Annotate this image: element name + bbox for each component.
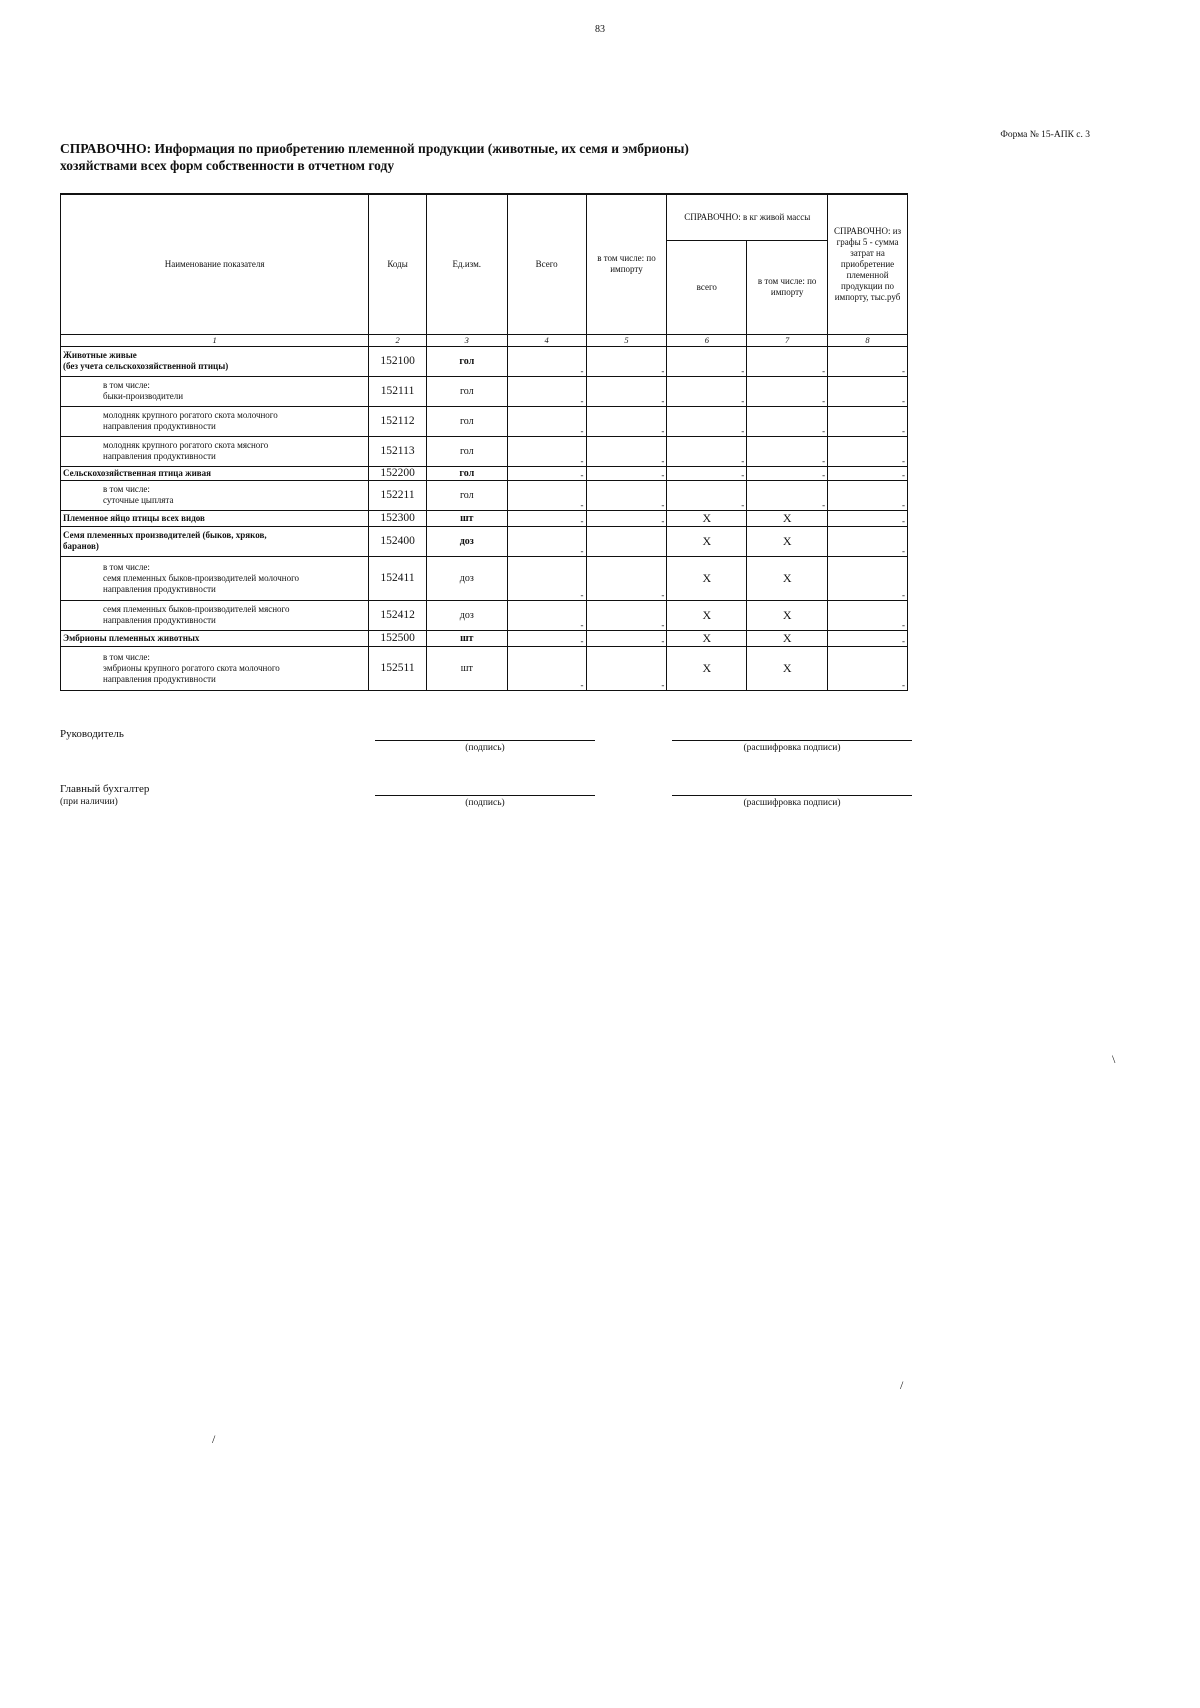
row-name <box>61 600 369 630</box>
cell-dash: - <box>741 499 745 510</box>
row-name <box>61 466 369 480</box>
row-code: 152100 <box>369 346 427 376</box>
cell-not-applicable: X <box>667 556 747 600</box>
cell-not-applicable: X <box>667 510 747 526</box>
header-import: в том числе: по импорту <box>586 194 667 334</box>
cell-value <box>507 510 586 526</box>
cell-value <box>828 346 908 376</box>
cell-value <box>586 406 667 436</box>
cell-dash: - <box>580 545 584 556</box>
row-unit: гол <box>426 406 507 436</box>
cell-dash: - <box>580 365 584 376</box>
row-code: 152111 <box>369 376 427 406</box>
cell-dash: - <box>661 589 665 600</box>
table-body <box>61 346 908 690</box>
cell-dash: - <box>902 455 905 466</box>
table-row <box>61 436 908 466</box>
cell-dash: - <box>902 545 905 556</box>
row-code: 152200 <box>369 466 427 480</box>
row-name-line: молодняк крупного рогатого скота молочного <box>103 410 278 420</box>
scan-mark: / <box>212 1432 216 1446</box>
cell-value <box>828 630 908 646</box>
cell-value <box>667 346 747 376</box>
cell-not-applicable: X <box>667 600 747 630</box>
row-name <box>61 630 369 646</box>
row-name-line: (без учета сельскохозяйственной птицы) <box>63 361 229 371</box>
cell-value <box>507 376 586 406</box>
cell-dash: - <box>741 425 745 436</box>
cell-value <box>507 630 586 646</box>
row-unit: гол <box>426 346 507 376</box>
table-row <box>61 376 908 406</box>
table-row <box>61 526 908 556</box>
cell-value <box>586 346 667 376</box>
cell-value <box>586 466 667 480</box>
cell-dash: - <box>902 425 905 436</box>
cell-value <box>828 526 908 556</box>
cell-dash: - <box>661 365 665 376</box>
cell-value <box>828 600 908 630</box>
cell-value <box>507 436 586 466</box>
row-name <box>61 556 369 600</box>
cell-dash: - <box>902 469 905 480</box>
row-code: 152400 <box>369 526 427 556</box>
cell-value <box>828 466 908 480</box>
scan-mark: \ <box>1112 1052 1116 1066</box>
header-import-cost: СПРАВОЧНО: из графы 5 - сумма затрат на приобретение племенной продукции по импорту, тыс.руб <box>828 194 908 334</box>
row-name-line: Семя племенных производителей (быков, хряков, <box>63 530 267 540</box>
head-decode-caption: (расшифровка подписи) <box>743 743 841 753</box>
cell-dash: - <box>661 469 665 480</box>
cell-dash: - <box>822 365 826 376</box>
cell-dash: - <box>580 515 584 526</box>
cell-dash: - <box>661 395 665 406</box>
cell-not-applicable: X <box>747 600 828 630</box>
cell-dash: - <box>902 679 905 690</box>
accountant-decode-line <box>672 795 912 796</box>
row-name-line: направления продуктивности <box>103 673 216 684</box>
column-number: 4 <box>507 334 586 346</box>
cell-value <box>828 376 908 406</box>
cell-not-applicable: X <box>747 630 828 646</box>
row-name-line: направления продуктивности <box>103 615 216 625</box>
cell-value <box>828 480 908 510</box>
row-name <box>61 346 369 376</box>
row-unit: доз <box>426 556 507 600</box>
form-reference: Форма № 15-АПК с. 3 <box>1000 130 1090 140</box>
row-unit: шт <box>426 510 507 526</box>
row-unit: доз <box>426 600 507 630</box>
cell-value <box>828 556 908 600</box>
row-name-line: в том числе: <box>103 380 150 390</box>
cell-not-applicable: X <box>747 556 828 600</box>
title-line-2: хозяйствами всех форм собственности в отчетном году <box>60 158 395 173</box>
cell-value <box>747 480 828 510</box>
header-unit: Ед.изм. <box>426 194 507 334</box>
row-name-line: направления продуктивности <box>103 583 216 594</box>
row-code: 152500 <box>369 630 427 646</box>
cell-value <box>507 646 586 690</box>
cell-value <box>586 646 667 690</box>
row-name-line: быки-производители <box>103 391 184 401</box>
table-row <box>61 480 908 510</box>
cell-value <box>586 480 667 510</box>
row-name-line: Животные живые <box>63 350 137 360</box>
cell-value <box>667 436 747 466</box>
row-code: 152112 <box>369 406 427 436</box>
cell-value <box>586 436 667 466</box>
header-live-weight-total: всего <box>667 240 747 334</box>
table-row <box>61 646 908 690</box>
row-code: 152300 <box>369 510 427 526</box>
title-line-1: СПРАВОЧНО: Информация по приобретению племенной продукции (животные, их семя и эмбрионы) <box>60 141 689 156</box>
accountant-signature-caption: (подпись) <box>465 798 505 808</box>
row-name-line: в том числе: <box>103 651 150 662</box>
cell-dash: - <box>822 499 826 510</box>
row-name <box>61 376 369 406</box>
cell-dash: - <box>741 395 745 406</box>
table-row <box>61 510 908 526</box>
column-number-row <box>61 334 908 346</box>
row-code: 152411 <box>369 556 427 600</box>
cell-dash: - <box>661 679 665 690</box>
cell-dash: - <box>661 455 665 466</box>
cell-not-applicable: X <box>747 646 828 690</box>
cell-value <box>667 466 747 480</box>
table-row <box>61 406 908 436</box>
row-name <box>61 406 369 436</box>
row-name <box>61 436 369 466</box>
scan-mark: / <box>900 1378 904 1392</box>
row-name <box>61 646 369 690</box>
cell-value <box>747 376 828 406</box>
cell-dash: - <box>580 469 584 480</box>
head-signature-caption: (подпись) <box>465 743 505 753</box>
column-number: 8 <box>828 334 908 346</box>
row-name-line: Сельскохозяйственная птица живая <box>63 467 212 478</box>
row-name <box>61 480 369 510</box>
cell-value <box>586 600 667 630</box>
row-name-line: в том числе: <box>103 484 150 494</box>
head-decode-line <box>672 740 912 741</box>
row-name <box>61 526 369 556</box>
table-row <box>61 466 908 480</box>
cell-value <box>828 436 908 466</box>
header-live-weight-group: СПРАВОЧНО: в кг живой массы <box>667 194 828 240</box>
cell-not-applicable: X <box>667 630 747 646</box>
accountant-decode-caption: (расшифровка подписи) <box>743 798 841 808</box>
column-number: 2 <box>369 334 427 346</box>
header-live-weight-import: в том числе: по импорту <box>747 240 828 334</box>
cell-dash: - <box>661 499 665 510</box>
cell-dash: - <box>580 679 584 690</box>
accountant-note: (при наличии) <box>60 797 118 807</box>
cell-value <box>507 346 586 376</box>
cell-value <box>586 630 667 646</box>
cell-dash: - <box>580 619 584 630</box>
cell-value <box>747 406 828 436</box>
cell-value <box>586 556 667 600</box>
cell-dash: - <box>902 395 905 406</box>
row-name-line: баранов) <box>63 541 99 551</box>
cell-dash: - <box>902 619 905 630</box>
cell-dash: - <box>902 515 905 526</box>
accountant-label: Главный бухгалтер <box>60 783 150 795</box>
cell-value <box>586 510 667 526</box>
cell-value <box>747 346 828 376</box>
row-unit: шт <box>426 646 507 690</box>
head-signature-line <box>375 740 595 741</box>
cell-not-applicable: X <box>747 526 828 556</box>
row-unit: доз <box>426 526 507 556</box>
row-name-line: Эмбрионы племенных животных <box>63 632 200 643</box>
column-number: 7 <box>747 334 828 346</box>
table-row <box>61 630 908 646</box>
row-name-line: направления продуктивности <box>103 451 216 461</box>
cell-dash: - <box>580 455 584 466</box>
cell-value <box>586 376 667 406</box>
row-code: 152511 <box>369 646 427 690</box>
cell-value <box>507 556 586 600</box>
header-name: Наименование показателя <box>61 194 369 334</box>
accountant-signature-line <box>375 795 595 796</box>
row-unit: гол <box>426 376 507 406</box>
cell-value <box>507 480 586 510</box>
row-name-line: в том числе: <box>103 561 150 572</box>
cell-not-applicable: X <box>667 526 747 556</box>
page-number: 83 <box>595 24 605 35</box>
cell-not-applicable: X <box>667 646 747 690</box>
cell-value <box>507 466 586 480</box>
row-name-line: эмбрионы крупного рогатого скота молочного <box>103 662 280 673</box>
cell-value <box>667 406 747 436</box>
cell-dash: - <box>822 455 826 466</box>
cell-dash: - <box>741 455 745 466</box>
row-unit: гол <box>426 480 507 510</box>
table-row <box>61 556 908 600</box>
row-code: 152211 <box>369 480 427 510</box>
cell-value <box>667 480 747 510</box>
cell-dash: - <box>822 395 826 406</box>
row-unit: шт <box>426 630 507 646</box>
header-total: Всего <box>507 194 586 334</box>
row-name-line: Племенное яйцо птицы всех видов <box>63 512 205 523</box>
head-label: Руководитель <box>60 728 124 740</box>
row-unit: гол <box>426 466 507 480</box>
cell-value <box>828 510 908 526</box>
cell-dash: - <box>661 619 665 630</box>
column-number: 6 <box>667 334 747 346</box>
cell-dash: - <box>580 425 584 436</box>
cell-value <box>828 646 908 690</box>
column-number: 3 <box>426 334 507 346</box>
cell-value <box>828 406 908 436</box>
cell-value <box>667 376 747 406</box>
cell-value <box>507 600 586 630</box>
row-name-line: семя племенных быков-производителей молочного <box>103 572 300 583</box>
cell-value <box>586 526 667 556</box>
cell-dash: - <box>902 365 905 376</box>
cell-dash: - <box>902 635 905 646</box>
cell-dash: - <box>902 499 905 510</box>
report-table <box>60 193 908 691</box>
cell-value <box>507 526 586 556</box>
cell-dash: - <box>580 395 584 406</box>
cell-not-applicable: X <box>747 510 828 526</box>
row-name-line: направления продуктивности <box>103 421 216 431</box>
cell-dash: - <box>661 635 665 646</box>
row-name-line: семя племенных быков-производителей мясного <box>103 604 290 614</box>
cell-dash: - <box>580 635 584 646</box>
cell-dash: - <box>580 589 584 600</box>
column-number: 5 <box>586 334 667 346</box>
column-number: 1 <box>61 334 369 346</box>
row-name-line: суточные цыплята <box>103 495 174 505</box>
cell-dash: - <box>661 515 665 526</box>
header-code: Коды <box>369 194 427 334</box>
row-code: 152412 <box>369 600 427 630</box>
cell-dash: - <box>580 499 584 510</box>
row-name-line: молодняк крупного рогатого скота мясного <box>103 440 269 450</box>
cell-dash: - <box>902 589 905 600</box>
cell-dash: - <box>822 469 826 480</box>
cell-dash: - <box>741 469 745 480</box>
cell-dash: - <box>822 425 826 436</box>
cell-value <box>507 406 586 436</box>
table-row <box>61 346 908 376</box>
cell-dash: - <box>741 365 745 376</box>
cell-dash: - <box>661 425 665 436</box>
table-row <box>61 600 908 630</box>
cell-value <box>747 436 828 466</box>
row-unit: гол <box>426 436 507 466</box>
row-name <box>61 510 369 526</box>
document-title <box>60 140 880 174</box>
cell-value <box>747 466 828 480</box>
row-code: 152113 <box>369 436 427 466</box>
